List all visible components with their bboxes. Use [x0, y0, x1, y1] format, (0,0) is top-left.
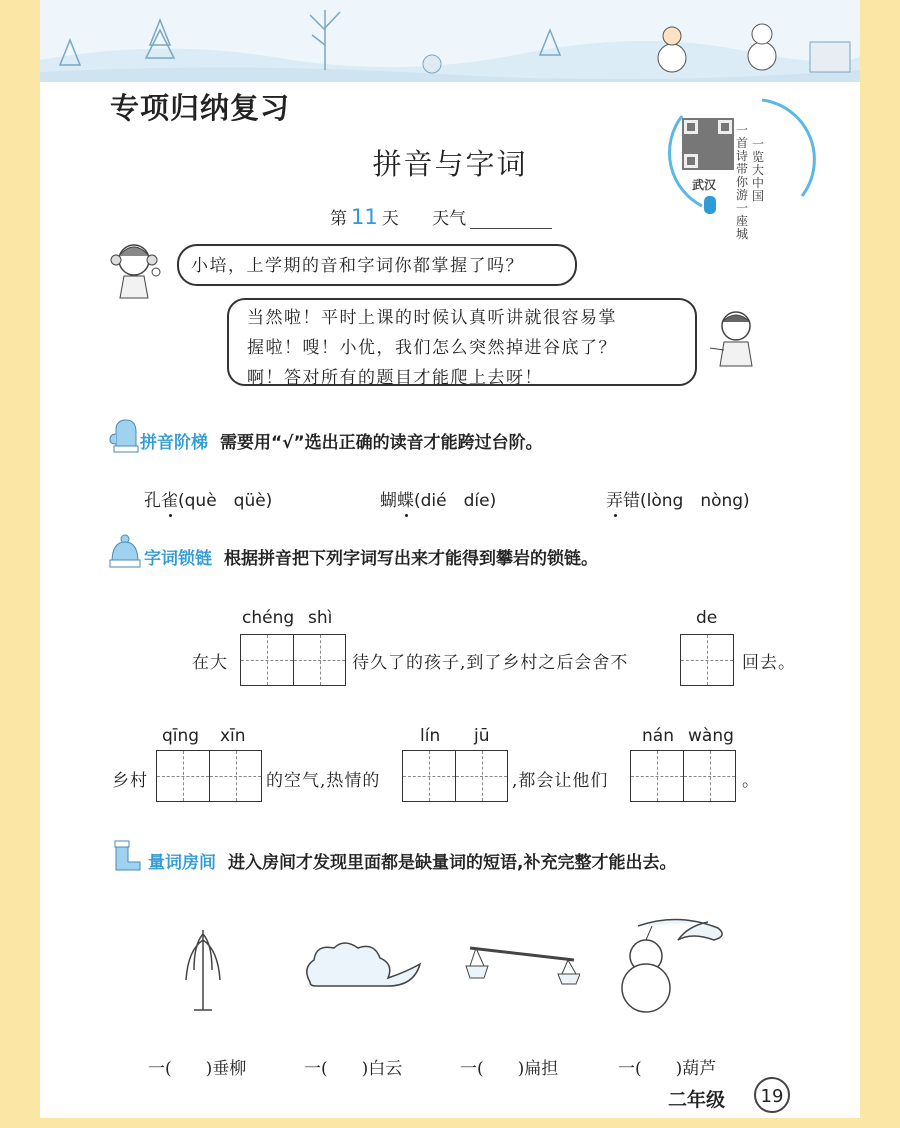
writing-grid-linju[interactable] [402, 750, 508, 802]
white-cloud-icon [302, 938, 422, 994]
writing-grid-qingxin[interactable] [156, 750, 262, 802]
qr-badge: 武汉 [692, 178, 717, 192]
pinyin-label: xīn [220, 726, 246, 746]
pinyin-options[interactable]: (què qüè) [178, 491, 273, 511]
writing-grid-chengshi[interactable] [240, 634, 346, 686]
page-title: 拼音与字词 [372, 147, 528, 181]
pinyin-instruction: 需要用“√”选出正确的读音才能跨过台阶。 [220, 433, 543, 453]
gourd-icon [618, 906, 730, 1016]
word-char: 孔 [144, 491, 161, 511]
measure-blank-gourd[interactable]: 一( )葫芦 [618, 1059, 717, 1079]
pinyin-options[interactable]: (lòng nòng) [640, 491, 750, 511]
weeping-willow-icon [178, 910, 228, 1014]
workbook-page [40, 0, 860, 1118]
pinyin-item-3[interactable] [606, 486, 750, 511]
grade-label: 二年级 [668, 1089, 726, 1111]
day-prefix: 第 [330, 209, 347, 229]
weather-label: 天气 [432, 209, 467, 229]
mitten-icon [108, 418, 140, 454]
sentence-text: 乡村 [112, 771, 148, 791]
pinyin-label: shì [308, 608, 333, 628]
pinyin-label: wàng [688, 726, 734, 746]
boy-character-icon [708, 306, 760, 368]
writing-grid-nanwang[interactable] [630, 750, 736, 802]
writing-grid-de[interactable] [680, 634, 734, 686]
bubble-line: 当然啦！平时上课的时候认真听讲就很容易掌 [247, 308, 617, 328]
dotted-char: 弄 [606, 491, 623, 511]
pinyin-label: jū [474, 726, 490, 746]
speech-bubble-girl: 小培，上学期的音和字词你都掌握了吗？ [177, 244, 577, 286]
measure-blank-willow[interactable]: 一( )垂柳 [148, 1059, 247, 1079]
day-suffix: 天 [381, 209, 399, 229]
measure-blank-cloud[interactable]: 一( )白云 [304, 1059, 403, 1079]
bubble-line: 啊！答对所有的题目才能爬上去呀！ [247, 368, 543, 388]
sentence-text: ,都会让他们 [512, 771, 609, 791]
measure-blank-pole[interactable]: 一( )扁担 [460, 1059, 559, 1079]
day-number: 11 [351, 205, 378, 229]
qr-caption-col2: 一览大中国 [752, 137, 765, 203]
page-number: 19 [754, 1077, 790, 1113]
bubble-line: 握啦！嗖！小优，我们怎么突然掉进谷底了？ [247, 338, 617, 358]
pinyin-label: qīng [162, 726, 200, 746]
measure-heading [148, 848, 676, 873]
pinyin-options[interactable]: (dié díe) [414, 491, 497, 511]
words-instruction: 根据拼音把下列字词写出来才能得到攀岩的锁链。 [224, 549, 598, 569]
winter-scene-banner [40, 0, 860, 82]
sentence-text: 的空气,热情的 [266, 771, 381, 791]
words-heading [144, 544, 598, 569]
winter-hat-icon [108, 534, 142, 570]
pinyin-heading [140, 428, 543, 453]
dotted-char: 雀 [161, 491, 178, 511]
qr-code[interactable] [682, 118, 734, 170]
pinyin-item-2[interactable] [380, 486, 496, 511]
pinyin-label: lín [420, 726, 441, 746]
pinyin-label: chéng [242, 608, 295, 628]
section-title: 专项归纳复习 [110, 91, 291, 125]
shoulder-pole-icon [464, 938, 580, 986]
word-char: 错 [623, 491, 640, 511]
dotted-char: 蝶 [397, 491, 414, 511]
sentence-text: 在大 [192, 653, 228, 673]
sentence-text: 回去。 [742, 653, 796, 673]
pinyin-label: de [696, 608, 718, 628]
word-char: 蝴 [380, 491, 397, 511]
measure-instruction: 进入房间才发现里面都是缺量词的短语,补充完整才能出去。 [228, 853, 677, 873]
weather-blank[interactable] [470, 212, 552, 229]
measure-section-name: 量词房间 [148, 853, 216, 873]
pinyin-label: nán [642, 726, 674, 746]
boots-icon [110, 838, 146, 874]
sentence-text: 待久了的孩子,到了乡村之后会舍不 [352, 653, 629, 673]
pinyin-item-1[interactable] [144, 486, 272, 511]
pinyin-section-name: 拼音阶梯 [140, 433, 208, 453]
words-section-name: 字词锁链 [144, 549, 212, 569]
sentence-text: 。 [742, 771, 760, 791]
girl-character-icon [104, 238, 164, 302]
qr-caption-col1: 一首诗带你游一座城 [736, 123, 749, 241]
speech-bubble-boy [227, 298, 697, 386]
day-weather-line [330, 204, 552, 229]
